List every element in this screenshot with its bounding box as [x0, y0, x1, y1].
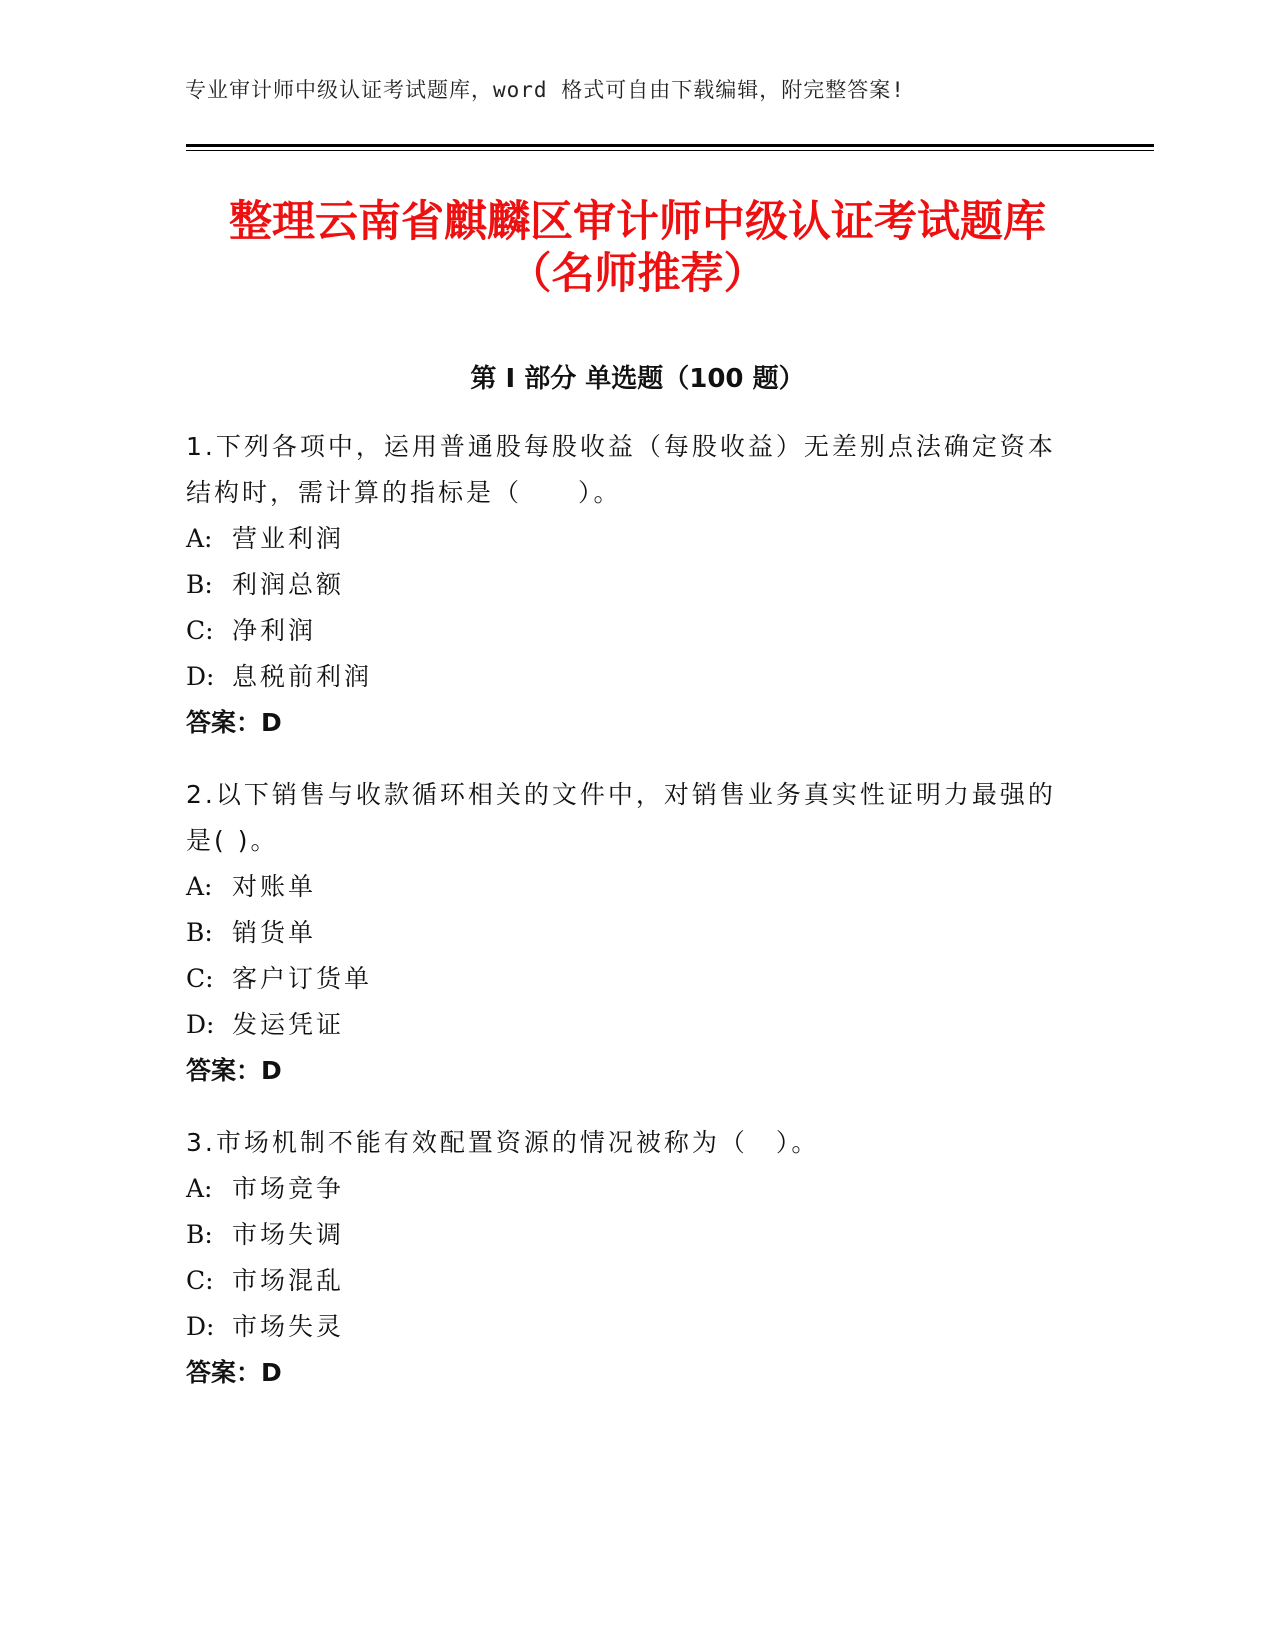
option-letter: C:: [186, 1266, 214, 1295]
option-text: 市场竞争: [232, 1174, 345, 1203]
option-letter: B:: [186, 1220, 213, 1249]
option-letter: A:: [186, 1174, 213, 1203]
option-letter: D:: [186, 1010, 215, 1039]
option-b: [186, 562, 1066, 608]
option-d: [186, 1002, 1066, 1048]
question-stem: 3.市场机制不能有效配置资源的情况被称为（ ）。: [186, 1128, 820, 1157]
header-note: 专业审计师中级认证考试题库，word 格式可自由下载编辑，附完整答案!: [185, 78, 905, 102]
option-letter: C:: [186, 616, 214, 645]
option-text: 营业利润: [232, 524, 345, 553]
option-letter: B:: [186, 918, 213, 947]
option-letter: A:: [186, 872, 213, 901]
document-title-line1: 整理云南省麒麟区审计师中级认证考试题库: [229, 197, 1046, 247]
answer: 答案：D: [186, 708, 282, 737]
option-c: [186, 608, 1066, 654]
option-letter: D:: [186, 662, 215, 691]
option-c: [186, 1258, 1066, 1304]
option-d: [186, 1304, 1066, 1350]
option-text: 市场混乱: [232, 1266, 345, 1295]
option-c: [186, 956, 1066, 1002]
option-a: [186, 1166, 1066, 1212]
question-2: [186, 772, 1066, 1094]
question-stem: 1.下列各项中，运用普通股每股收益（每股收益）无差别点法确定资本结构时，需计算的指标是（ ）。: [186, 432, 1056, 507]
option-b: [186, 910, 1066, 956]
option-d: [186, 654, 1066, 700]
option-letter: C:: [186, 964, 214, 993]
document-title: [0, 196, 1275, 300]
option-text: 利润总额: [232, 570, 345, 599]
option-letter: D:: [186, 1312, 215, 1341]
option-text: 市场失调: [232, 1220, 345, 1249]
section-heading: 第 I 部分 单选题（100 题）: [470, 364, 805, 394]
answer: 答案：D: [186, 1056, 282, 1085]
header-rule-thin: [186, 150, 1154, 151]
option-a: [186, 864, 1066, 910]
option-text: 销货单: [232, 918, 317, 947]
option-text: 市场失灵: [232, 1312, 345, 1341]
option-text: 发运凭证: [232, 1010, 345, 1039]
option-text: 客户订货单: [232, 964, 373, 993]
document-title-line2: （名师推荐）: [508, 249, 767, 299]
question-3: [186, 1120, 1066, 1396]
option-text: 净利润: [232, 616, 317, 645]
header-rule-thick: [186, 144, 1154, 147]
question-stem: 2.以下销售与收款循环相关的文件中，对销售业务真实性证明力最强的是( )。: [186, 780, 1056, 855]
option-b: [186, 1212, 1066, 1258]
option-text: 息税前利润: [232, 662, 373, 691]
question-1: [186, 424, 1066, 746]
option-a: [186, 516, 1066, 562]
answer: 答案：D: [186, 1358, 282, 1387]
option-letter: A:: [186, 524, 213, 553]
option-letter: B:: [186, 570, 213, 599]
option-text: 对账单: [232, 872, 317, 901]
